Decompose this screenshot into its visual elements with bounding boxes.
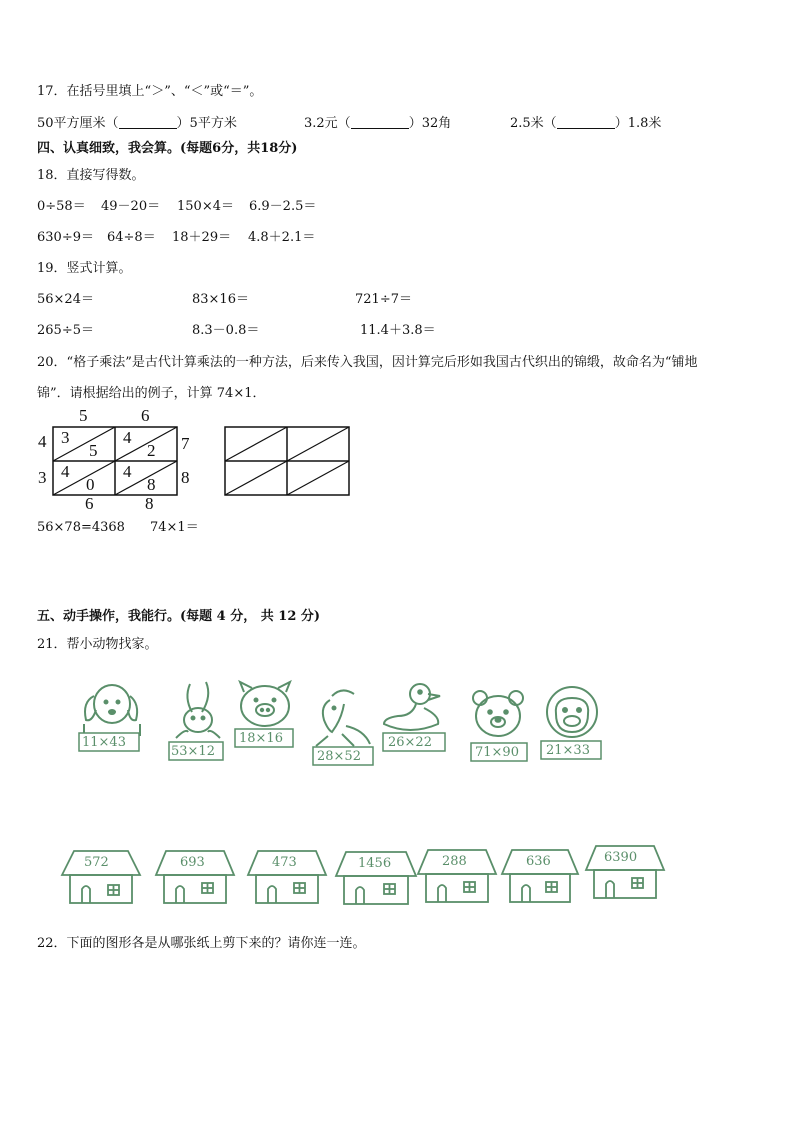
- q18-r1-c2: 49－20＝: [101, 199, 161, 214]
- animal-expression: 28×52: [317, 749, 361, 764]
- animal-card-monkey[interactable]: [538, 684, 608, 766]
- animal-expression: 11×43: [82, 735, 126, 750]
- house-card[interactable]: [60, 845, 142, 907]
- lattice-bottom-digit: 6: [85, 494, 94, 513]
- lattice-cell-ones: 8: [147, 475, 156, 494]
- q19-r1-c1: 56×24＝: [37, 292, 94, 307]
- lattice-bottom-digit: 8: [145, 494, 154, 513]
- animal-card-pig[interactable]: [234, 678, 296, 754]
- q20-example-result: 56×78=4368: [37, 520, 125, 535]
- q17-item-3-right: ）1.8米: [614, 116, 662, 131]
- bear-icon: [466, 688, 532, 744]
- pig-icon: [234, 678, 296, 734]
- animal-expression: 18×16: [239, 731, 283, 746]
- animal-card-bear[interactable]: [466, 688, 532, 770]
- lattice-example: [30, 405, 200, 515]
- q22-title: 22．下面的图形各是从哪张纸上剪下来的？请你连一连。: [37, 936, 366, 951]
- rabbit-icon: [166, 678, 230, 744]
- house-number: 288: [442, 854, 467, 869]
- duck-icon: [380, 680, 450, 736]
- animal-expression: 26×22: [388, 735, 432, 750]
- lattice-cell-tens: 3: [61, 428, 70, 447]
- animal-expression: 71×90: [475, 745, 519, 760]
- q17-title: 17．在括号里填上“＞”、“＜”或“＝”。: [37, 84, 263, 99]
- house-number: 636: [526, 854, 551, 869]
- q18-r1-c4: 6.9－2.5＝: [249, 199, 317, 214]
- q19-r2-c3: 11.4＋3.8＝: [360, 323, 436, 338]
- q18-r1-c1: 0÷58＝: [37, 199, 86, 214]
- q17-item-3-left: 2.5米（: [510, 116, 557, 131]
- lattice-example-grid: [30, 405, 200, 515]
- q17-item-1: [37, 116, 237, 132]
- lattice-cell-tens: 4: [61, 462, 70, 481]
- q20-text-line-1: 20．“格子乘法”是古代计算乘法的一种方法，后来传入我国，因计算完后形如我国古代织出的锦缎，故命名为“铺地: [37, 355, 698, 370]
- q17-item-2: [304, 116, 451, 132]
- house-number: 693: [180, 855, 205, 870]
- lattice-right-digit: 8: [181, 468, 190, 487]
- house-card[interactable]: [584, 842, 666, 902]
- lattice-cell-ones: 2: [147, 441, 156, 460]
- house-card[interactable]: [334, 848, 418, 908]
- q19-title: 19．竖式计算。: [37, 261, 132, 276]
- lattice-cell-tens: 4: [123, 428, 132, 447]
- q17-item-1-right: ）5平方米: [176, 116, 237, 131]
- lattice-right-digit: 7: [181, 434, 190, 453]
- lattice-left-digit: 3: [38, 468, 47, 487]
- q18-r1-c3: 150×4＝: [177, 199, 234, 214]
- section-5-heading: 五、动手操作，我能行。(每题 4 分， 共 12 分): [37, 609, 321, 624]
- house-card[interactable]: [246, 847, 328, 907]
- house-card[interactable]: [416, 846, 498, 906]
- dog-icon: [76, 680, 146, 740]
- lattice-cell-ones: 5: [89, 441, 98, 460]
- house-number: 572: [84, 855, 109, 870]
- animal-expression: 21×33: [546, 743, 590, 758]
- q18-r2-c4: 4.8＋2.1＝: [248, 230, 316, 245]
- house-number: 6390: [604, 850, 638, 865]
- q20-task: 74×1＝: [150, 520, 199, 535]
- answer-blank-2[interactable]: [351, 116, 409, 129]
- q17-item-1-left: 50平方厘米（: [37, 116, 119, 131]
- goat-icon: [306, 686, 378, 748]
- lattice-top-digit: 5: [79, 406, 88, 425]
- q17-item-2-left: 3.2元（: [304, 116, 351, 131]
- q19-r2-c1: 265÷5＝: [37, 323, 94, 338]
- answer-blank-3[interactable]: [557, 116, 615, 129]
- q18-r2-c1: 630÷9＝: [37, 230, 94, 245]
- q19-r2-c2: 8.3－0.8＝: [192, 323, 260, 338]
- house-number: 1456: [358, 856, 392, 871]
- house-number: 473: [272, 855, 297, 870]
- lattice-left-digit: 4: [38, 432, 47, 451]
- animal-expression: 53×12: [171, 744, 215, 759]
- q19-r1-c2: 83×16＝: [192, 292, 249, 307]
- animal-card-dog[interactable]: [76, 680, 146, 760]
- q17-item-3: [510, 116, 661, 132]
- q18-r2-c2: 64÷8＝: [107, 230, 156, 245]
- lattice-top-digit: 6: [141, 406, 150, 425]
- q21-title: 21．帮小动物找家。: [37, 637, 158, 652]
- house-card[interactable]: [154, 847, 236, 907]
- q18-title: 18．直接写得数。: [37, 168, 145, 183]
- animal-card-duck[interactable]: [380, 680, 450, 756]
- house-card[interactable]: [500, 846, 580, 906]
- monkey-icon: [538, 684, 608, 742]
- animal-card-goat[interactable]: [306, 686, 378, 770]
- answer-blank-1[interactable]: [119, 116, 177, 129]
- empty-lattice-grid[interactable]: [224, 426, 352, 498]
- q17-item-2-right: ）32角: [408, 116, 452, 131]
- q18-r2-c3: 18＋29＝: [172, 230, 232, 245]
- q20-text-line-2: 锦”．请根据给出的例子，计算 74×1．: [37, 386, 266, 401]
- animal-card-rabbit[interactable]: [166, 678, 230, 764]
- section-4-heading: 四、认真细致，我会算。(每题6分，共18分): [37, 141, 298, 156]
- q19-r1-c3: 721÷7＝: [355, 292, 412, 307]
- lattice-cell-tens: 4: [123, 462, 132, 481]
- lattice-cell-ones: 0: [86, 475, 95, 494]
